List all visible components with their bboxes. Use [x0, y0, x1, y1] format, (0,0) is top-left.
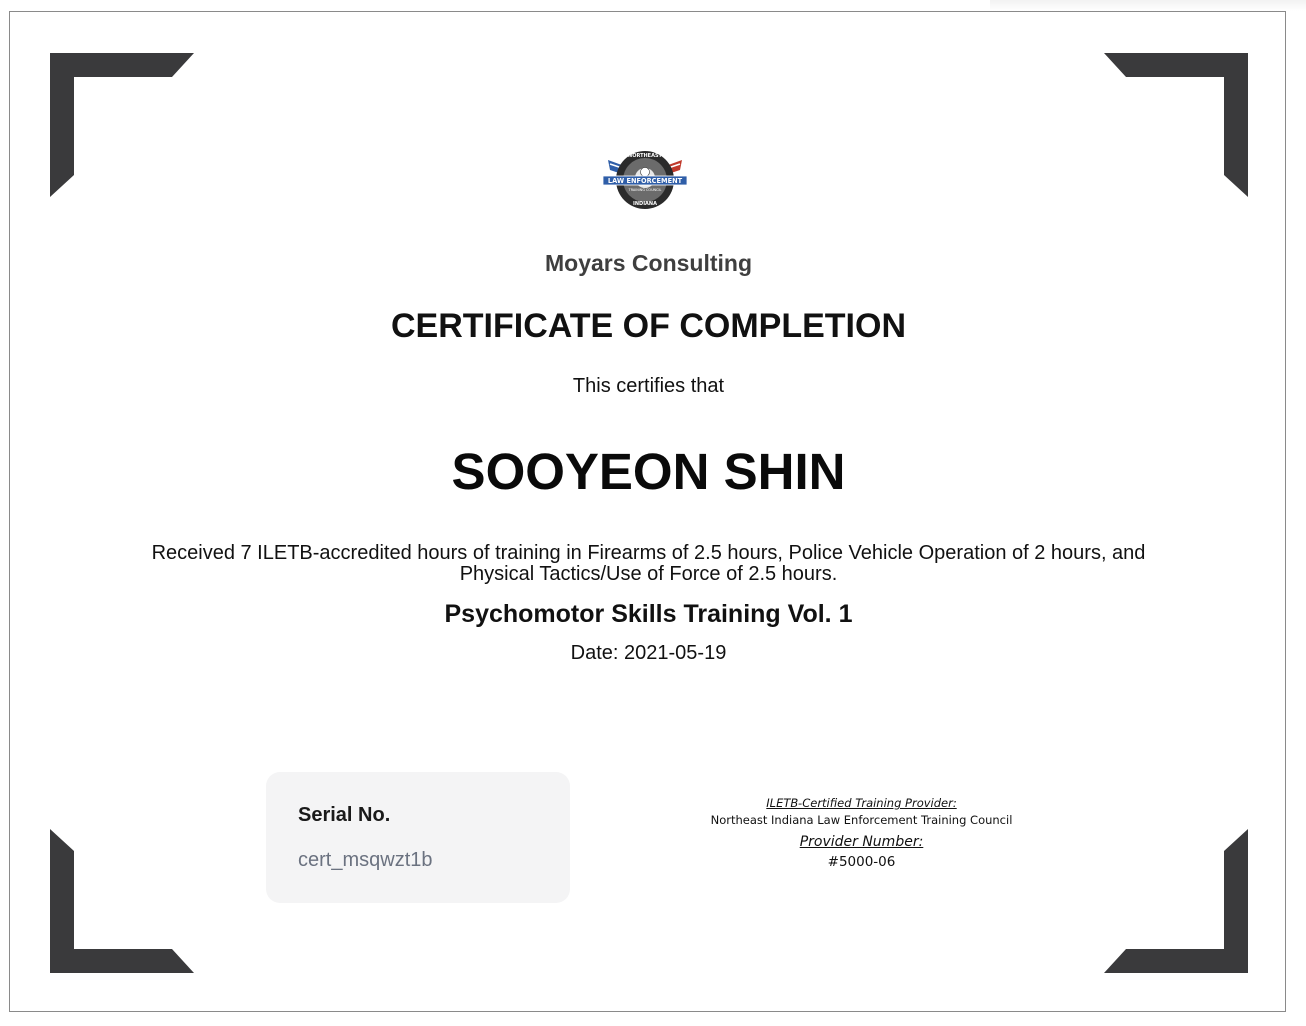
provider-block [710, 796, 1013, 870]
logo-bottom-text: INDIANA [633, 201, 657, 207]
certificate [9, 11, 1286, 1012]
corner-ornament-top-left [50, 53, 194, 197]
completion-date: Date: 2021-05-19 [570, 642, 727, 664]
corner-ornament-bottom-left [50, 829, 194, 973]
provider-number: #5000-06 [827, 854, 896, 870]
training-description: Received 7 ILETB-accredited hours of training in Firearms of 2.5 hours, Police Vehicle Operation of 2 hours, and Physical Tactics/Use of Force of 2.5 hours. [151, 542, 1146, 585]
provider-label: ILETB-Certified Training Provider: [766, 796, 957, 810]
corner-ornament-top-right [1104, 53, 1248, 197]
logo-band-text: LAW ENFORCEMENT [607, 177, 683, 185]
organization-name: Moyars Consulting [544, 250, 752, 276]
logo-top-text: NORTHEAST [628, 153, 662, 159]
corner-ornament-bottom-right [1104, 829, 1248, 973]
serial-value: cert_msqwzt1b [298, 849, 433, 871]
serial-number-box [266, 772, 570, 903]
certificate-title: CERTIFICATE OF COMPLETION [390, 307, 906, 345]
provider-name: Northeast Indiana Law Enforcement Training Council [710, 813, 1013, 827]
certifies-text: This certifies that [572, 375, 725, 397]
window-shadow [990, 0, 1306, 11]
law-enforcement-seal-logo [600, 148, 690, 212]
logo-sub-text: TRAINING COUNCIL [628, 188, 662, 192]
provider-number-label: Provider Number: [799, 834, 924, 850]
course-name: Psychomotor Skills Training Vol. 1 [444, 600, 853, 628]
recipient-name: SOOYEON SHIN [451, 443, 846, 500]
serial-label: Serial No. [298, 804, 391, 826]
